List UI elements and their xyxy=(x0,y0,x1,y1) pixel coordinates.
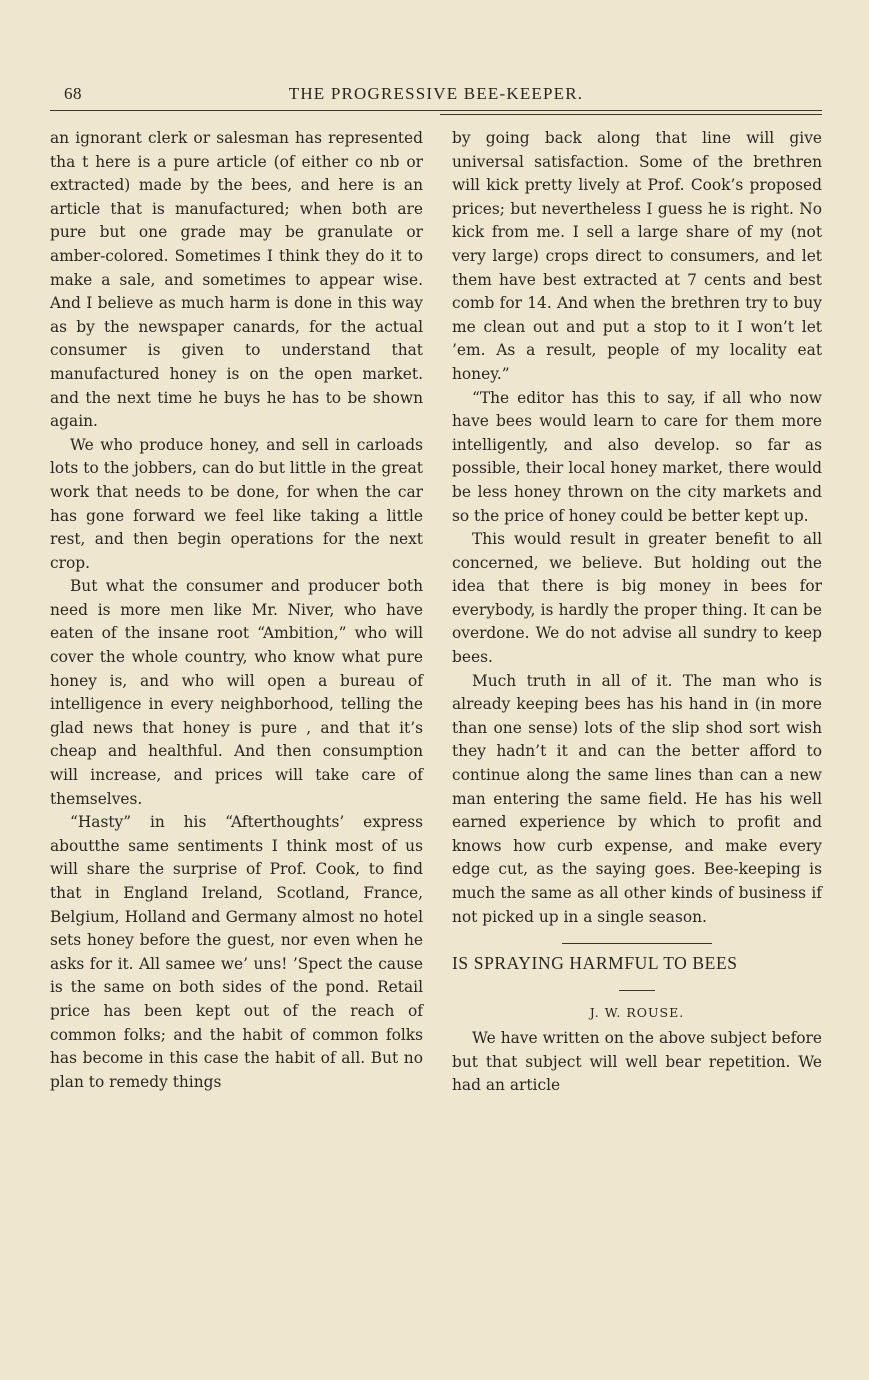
page-number: 68 xyxy=(64,84,82,103)
paragraph: Much truth in all of it. The man who is already keeping bees has his hand in (in more than one sense) lots of the slip shod sort wish they hadn’t it and can the better afford to continue along the same lines than can a new man entering the same field. He has his well earned experience by which to profit and knows how curb expense, and make every edge cut, as the saying goes. Bee-keeping is much the same as all other kinds of business if not picked up in a single season. xyxy=(452,671,822,926)
header-rule xyxy=(50,110,822,111)
paragraph: an ignorant clerk or salesman has represented tha t here is a pure article (of either co nb or extracted) made by the bees, and here is an article that is manufactured; when both are pure but one grade may be granulate or amber-colored. Sometimes I think they do it to make a sale, and sometimes to appear wise. And I believe as much harm is done in this way as by the newspaper canards, for the actual consumer is given to understand that manufactured honey is on the open market. and the next time he buys he has to be shown again. xyxy=(50,129,423,431)
section-separator xyxy=(562,943,712,944)
paragraph: We have written on the above subject before but that subject will well bear repetition. We had an article xyxy=(452,1029,822,1095)
journal-title: THE PROGRESSIVE BEE-KEEPER. xyxy=(288,84,584,103)
paragraph: “The editor has this to say, if all who now have bees would learn to care for them more intelligently, and also develop. so far as possible, their local honey market, there would be less honey thrown on the city markets and so the price of honey could be better kept up. xyxy=(452,388,822,525)
paragraph: This would result in greater benefit to all concerned, we believe. But holding out the idea that there is big money in bees for everybody, is hardly the proper thing. It can be overdone. We do not advise all sundry to keep bees. xyxy=(452,530,822,667)
article-title: IS SPRAYING HARMFUL TO BEES xyxy=(452,953,738,974)
article-byline: J. W. ROUSE. xyxy=(589,1005,685,1021)
left-column xyxy=(50,127,423,1094)
paragraph: But what the consumer and producer both need is more men like Mr. Niver, who have eaten of the insane root “Ambition,” who will cover the whole country, who know what pure honey is, and who will open a bureau of intelligence in every neighborhood, telling the glad news that honey is pure , and that it’s cheap and healthful. And then consumption will increase, and prices will take care of themselves. xyxy=(50,577,423,808)
paragraph: We who produce honey, and sell in carloads lots to the jobbers, can do but little in the great work that needs to be done, for when the car has gone forward we feel like taking a little rest, and then begin operations for the next crop. xyxy=(50,435,423,572)
paragraph: “Hasty” in his “Afterthoughts’ express aboutthe same sentiments I think most of us will share the surprise of Prof. Cook, to find that in England Ireland, Scotland, France, Belgium, Holland and Germany almost no hotel sets honey before the guest, nor even when he asks for it. All samee we’ uns! ’Spect the cause is the same on both sides of the pond. Retail price has been kept out of the reach of common folks; and the habit of common folks has become in this case the habit of all. But no plan to remedy things xyxy=(50,813,423,1091)
paragraph: by going back along that line will give universal satisfaction. Some of the brethren will kick pretty lively at Prof. Cook’s proposed prices; but nevertheless I guess he is right. No kick from me. I sell a large share of my (not very large) crops direct to consumers, and let them have best extracted at 7 cents and best comb for 14. And when the brethren try to buy me clean out and put a stop to it I won’t let ’em. As a result, people of my locality eat honey.” xyxy=(452,129,822,383)
header-rule-secondary xyxy=(440,114,822,115)
running-header xyxy=(50,84,822,108)
title-dash xyxy=(619,990,655,991)
right-column xyxy=(452,127,822,1098)
